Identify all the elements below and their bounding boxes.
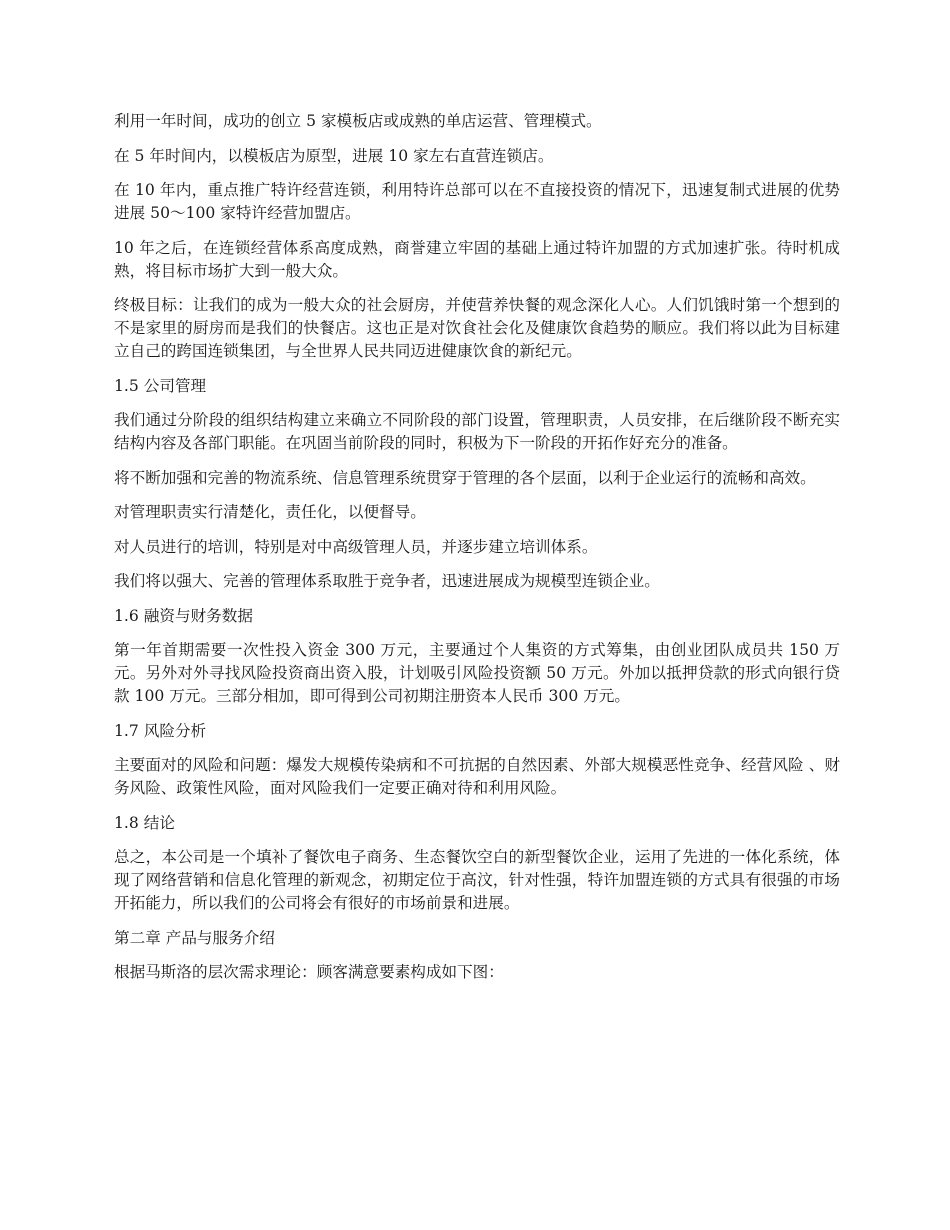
paragraph-logistics: 将不断加强和完善的物流系统、信息管理系统贯穿于管理的各个层面，以利于企业运行的流畅和高效。 <box>114 468 816 487</box>
section-heading-risk: 1.7 风险分析 <box>114 721 207 740</box>
paragraph-goal-year10: 在 10 年内，重点推广特许经营连锁，利用特许总部可以在不直接投资的情况下，迅速复制式进展的优势进展 50～100 家特许经营加盟店。 <box>114 181 840 222</box>
paragraph-goal-year5: 在 5 年时间内，以模板店为原型，进展 10 家左右直营连锁店。 <box>114 146 554 165</box>
paragraph-management-system: 我们将以强大、完善的管理体系取胜于竞争者，迅速进展成为规模型连锁企业。 <box>114 572 660 590</box>
paragraph-conclusion: 总之，本公司是一个填补了餐饮电子商务、生态餐饮空白的新型餐饮企业，运用了先进的一体化系统，体现了网络营销和信息化管理的新观念，初期定位于高汶，针对性强，特许加盟连锁的方式具有很强的市场开拓能力，所以我们的公司将会有很好的市场前景和进展。 <box>114 848 840 912</box>
paragraph-org-structure: 我们通过分阶段的组织结构建立来确立不同阶段的部门设置，管理职责，人员安排，在后继阶段不断充实结构内容及各部门职能。在巩固当前阶段的同时，积极为下一阶段的开拓作好充分的准备。 <box>114 411 840 452</box>
section-heading-conclusion: 1.8 结论 <box>114 813 175 832</box>
chapter-heading-products: 第二章 产品与服务介绍 <box>114 928 275 947</box>
paragraph-goal-year1: 利用一年时间，成功的创立 5 家模板店或成熟的单店运营、管理模式。 <box>114 112 602 130</box>
paragraph-goal-after10: 10 年之后，在连锁经营体系高度成熟，商誉建立牢固的基础上通过特许加盟的方式加速扩张。待时机成熟，将目标市场扩大到一般大众。 <box>114 238 840 280</box>
paragraph-responsibility: 对管理职责实行清楚化，责任化，以便督导。 <box>114 503 426 521</box>
document-page <box>114 110 840 996</box>
paragraph-maslow: 根据马斯洛的层次需求理论：顾客满意要素构成如下图： <box>114 963 504 981</box>
paragraph-risk: 主要面对的风险和问题：爆发大规模传染病和不可抗据的自然因素、外部大规模恶性竞争、经营风险 、财务风险、政策性风险，面对风险我们一定要正确对待和利用风险。 <box>114 756 840 797</box>
paragraph-training: 对人员进行的培训，特别是对中高级管理人员，并逐步建立培训体系。 <box>114 537 598 556</box>
paragraph-ultimate-goal: 终极目标：让我们的成为一般大众的社会厨房，并使营养快餐的观念深化人心。人们饥饿时第一个想到的不是家里的厨房而是我们的快餐店。这也正是对饮食社会化及健康饮食趋势的顺应。我们将以此为目标建立自己的跨国连锁集团，与全世界人民共同迈进健康饮食的新纪元。 <box>114 296 840 360</box>
section-heading-company-management: 1.5 公司管理 <box>114 376 207 395</box>
paragraph-financing: 第一年首期需要一次性投入资金 300 万元，主要通过个人集资的方式筹集，由创业团队成员共 150 万元。另外对外寻找风险投资商出资入股，计划吸引风险投资额 50 万元。外加以抵押贷款的形式向银行贷款 100 万元。三部分相加，即可得到公司初期注册资本人民币 300 万元。 <box>114 641 840 705</box>
section-heading-financing: 1.6 融资与财务数据 <box>114 606 253 625</box>
